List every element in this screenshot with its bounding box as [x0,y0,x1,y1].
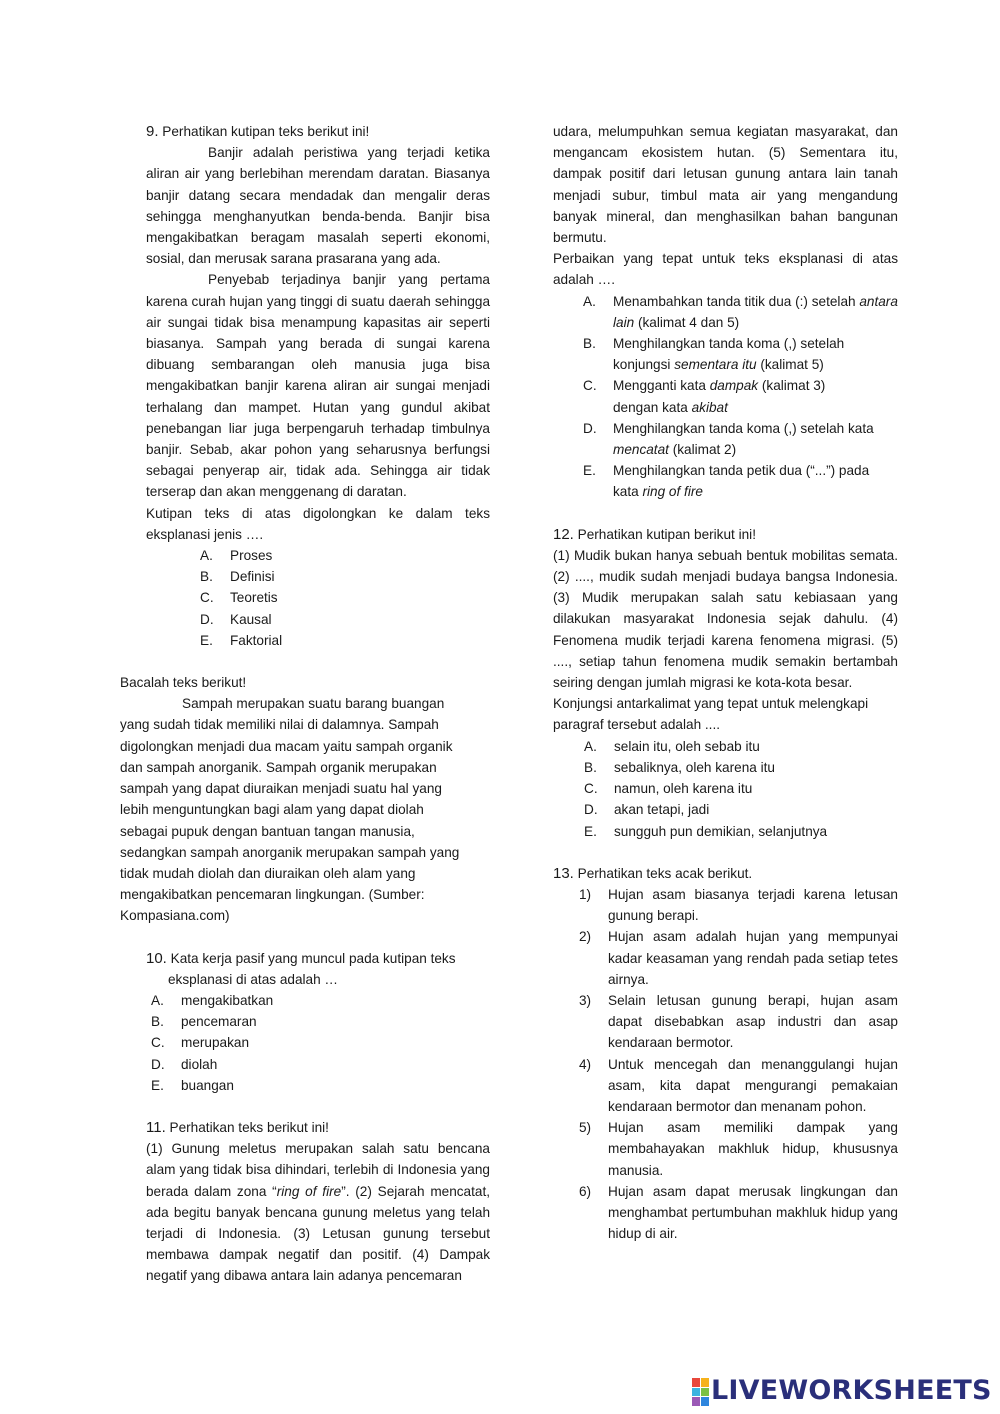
answer-options [120,990,490,1096]
question-10 [120,948,490,1096]
option-letter: B. [584,759,597,775]
item-number: 4) [579,1056,592,1072]
spacer [120,927,490,948]
option-text [613,291,898,333]
option-letter: A. [584,738,597,754]
question-11-text [120,1138,490,1286]
option-text [613,460,898,502]
question-12-header [553,524,898,545]
option-letter: E. [151,1077,164,1093]
logo-mark-cell [692,1388,700,1396]
question-text: Konjungsi antarkalimat yang tepat untuk melengkapi paragraf tersebut adalah .... [553,696,869,733]
list-item [579,990,898,1054]
option-text-part: (kalimat 5) [756,357,824,373]
list-item [579,926,898,990]
option-text-part: Menambahkan tanda titik dua (:) setelah [613,293,860,309]
option-letter: A. [151,992,164,1008]
list-item [579,1054,898,1118]
answer-option[interactable] [583,333,898,375]
question-number: 9. [146,123,159,140]
option-letter: D. [584,802,598,818]
option-text [613,333,898,375]
answer-options [553,291,898,503]
answer-option[interactable] [583,460,898,502]
question-11 [120,1117,490,1287]
liveworksheets-logo[interactable] [692,1376,992,1406]
option-text: diolah [181,1056,218,1072]
option-letter: A. [200,548,213,564]
question-number: 11. [146,1118,166,1136]
logo-mark-cell [692,1397,700,1406]
logo-mark-cell [701,1397,709,1406]
option-text [613,418,898,460]
option-letter: A. [583,293,596,309]
option-text: Proses [230,548,273,564]
option-letter: B. [200,569,213,585]
option-text: Kausal [230,611,272,627]
option-text-italic: mencatat [613,442,669,458]
answer-option[interactable] [151,1032,490,1053]
spacer [120,1096,490,1117]
option-letter: B. [583,336,596,352]
answer-option[interactable] [200,566,490,587]
option-text: merupakan [181,1035,250,1051]
option-letter: E. [583,463,596,479]
option-text: Faktorial [230,632,283,648]
logo-text: LIVEWORKSHEETS [711,1375,992,1406]
answer-option[interactable] [584,821,898,842]
question-prompt: Perhatikan kutipan teks berikut ini! [162,124,370,139]
option-text-part: Menghilangkan tanda koma (,) setelah kata [613,420,874,436]
option-text-part: (kalimat 3) [758,378,826,394]
option-letter: D. [583,420,597,436]
option-letter: E. [200,632,213,648]
option-text: pencemaran [181,1014,257,1030]
item-number: 6) [579,1183,592,1199]
option-text: mengakibatkan [181,992,274,1008]
option-letter: D. [200,611,214,627]
question-9-header [146,121,490,142]
question-12 [553,524,898,842]
option-text: Teoretis [230,590,278,606]
answer-option[interactable] [583,375,898,417]
item-text: Hujan asam biasanya terjadi karena letusan gunung berapi. [608,886,898,924]
spacer [120,651,490,672]
option-text-part: Menghilangkan tanda petik dua (“...”) pada kata [613,463,870,500]
option-text-part: dengan kata [613,399,692,415]
option-letter: D. [151,1056,165,1072]
answer-option[interactable] [583,418,898,460]
sentence-list [553,884,898,1244]
option-text-part: Mengganti kata [613,378,710,394]
answer-option[interactable] [584,736,898,757]
option-text: selain itu, oleh sebab itu [614,738,760,754]
question-10-header [120,948,490,990]
answer-option[interactable] [200,587,490,608]
question-9 [120,121,490,651]
option-text: Definisi [230,569,275,585]
option-text-part: (kalimat 2) [668,442,737,458]
question-number: 10. [146,949,167,967]
answer-option[interactable] [151,1054,490,1075]
answer-option[interactable] [200,609,490,630]
question-prompt: Kata kerja pasif yang muncul pada kutipan teks [170,950,456,966]
item-number: 3) [579,992,592,1008]
list-item [579,1181,898,1245]
spacer [553,842,898,863]
answer-option[interactable] [584,799,898,820]
passage-paragraph: Banjir adalah peristiwa yang terjadi ketika aliran air yang berlebihan merendam daratan. Biasanya banjir datang secara mendadak dan mengalir deras sehingga menghanyutkan benda-benda. Banjir bisa mengakibatkan beragam masalah seperti ekonomi, sosial, dan merusak sarana prasarana yang ada. [146,145,490,267]
option-text: sebaliknya, oleh karena itu [614,759,775,775]
spacer [553,503,898,524]
option-text: namun, oleh karena itu [614,781,753,797]
answer-option[interactable] [584,778,898,799]
answer-option[interactable] [200,630,490,651]
option-text-italic: ring of fire [642,484,703,500]
question-11-header [120,1117,490,1138]
list-item [579,884,898,926]
reading-title: Bacalah teks berikut! [120,675,247,691]
question-13 [553,863,898,1245]
item-number: 1) [579,886,592,902]
answer-option[interactable] [584,757,898,778]
answer-options [146,545,490,651]
logo-mark-cell [701,1378,709,1387]
question-number: 13. [553,864,574,882]
item-text: Hujan asam adalah hujan yang mempunyai kadar keasaman yang rendah pada setiap tetes airnya. [608,929,898,987]
passage-italic: ring of fire [276,1183,342,1199]
passage-text: (1) Gunung meletus merupakan salah satu bencana alam yang tidak bisa dihindari, terlebih di Indonesia yang berada dalam zona “ [146,1141,490,1199]
option-text-part: Menghilangkan tanda koma (,) setelah konjungsi [613,336,845,373]
passage-paragraph: Penyebab terjadinya banjir yang pertama karena curah hujan yang tinggi di suatu daerah sehingga air sungai tidak bisa menampung kapasitas air seperti biasanya. Sampah yang berada di sungai karena dibuang sembarangan oleh manusia juga bisa mengakibatkan banjir karena aliran air sungai menjadi terhalang dan mampet. Hutan yang gundul akibat penebangan liar juga berpengaruh terhadap timbulnya banjir. Sebab, akar pohon yang seharusnya berfungsi sebagai penyerap air, tidak ada. Sehingga air tidak terserap dan akan menggenang di daratan. [146,272,490,500]
reading-text: Sampah merupakan suatu barang buangan yang sudah tidak memiliki nilai di dalamnya. Sampah digolongkan menjadi dua macam yaitu sampah organik dan sampah anorganik. Sampah organik merupakan sampah yang dapat diuraikan menjadi suatu hal yang lebih menguntungkan bagi alam yang dapat diolah sebagai pupuk dengan bantuan tangan manusia, sedangkan sampah anorganik merupakan sampah yang tidak mudah diolah dan diuraikan oleh alam yang mengakibatkan pencemaran lingkungan. (Sumber: Kompasiana.com) [120,696,460,924]
question-prompt: Perhatikan teks acak berikut. [577,865,753,881]
question-text: Kutipan teks di atas digolongkan ke dalam teks eksplanasi jenis …. [146,505,490,542]
answer-option[interactable] [151,1075,490,1096]
left-column [120,121,490,1287]
right-column [553,121,898,1244]
passage-text: (1) Mudik bukan hanya sebuah bentuk mobilitas semata. (2) ...., mudik sudah menjadi budaya bangsa Indonesia. (3) Mudik merupakan salah satu kebiasaan yang dilakukan masyarakat Indonesia sejak dahulu. (4) Fenomena mudik terjadi karena fenomena migrasi. (5) ...., setiap tahun fenomena mudik semakin bertambah seiring dengan jumlah migrasi ke kota-kota besar. [553,547,898,691]
question-13-header [553,863,898,884]
option-text: akan tetapi, jadi [614,802,710,818]
question-prompt-continued: eksplanasi di atas adalah … [168,971,339,987]
list-item [579,1117,898,1181]
answer-option[interactable] [151,1011,490,1032]
item-text: Selain letusan gunung berapi, hujan asam dapat disebabkan asap industri dan asap kendaraan bermotor. [608,992,898,1051]
answer-options [553,736,898,842]
reading-passage [120,672,465,926]
item-text: Hujan asam memiliki dampak yang membahayakan makhluk hidup, khususnya manusia. [608,1120,898,1178]
option-text-italic: dampak [709,378,759,394]
item-text: Hujan asam dapat merusak lingkungan dan menghambat pertumbuhan makhluk hidup yang hidup di air. [608,1183,898,1242]
option-text-italic: sementara itu [674,357,757,373]
answer-option[interactable] [200,545,490,566]
option-letter: E. [584,823,597,839]
passage-text: ”. (2) Sejarah mencatat, ada begitu banyak bencana gunung meletus yang telah terjadi di Indonesia. (3) Letusan gunung tersebut membawa dampak negatif dan positif. (4) Dampak negatif yang dibawa antara lain adanya pencemaran [146,1183,491,1284]
item-number: 5) [579,1120,592,1136]
logo-mark-icon [692,1378,708,1404]
answer-option[interactable] [151,990,490,1011]
option-text: sungguh pun demikian, selanjutnya [614,823,828,839]
question-prompt: Perhatikan kutipan berikut ini! [577,526,756,542]
option-text-italic: akibat [691,399,728,415]
option-text [613,375,825,417]
question-prompt: Perhatikan teks berikut ini! [169,1119,329,1135]
option-letter: C. [200,590,214,606]
option-letter: C. [151,1035,165,1051]
item-text: Untuk mencegah dan menanggulangi hujan asam, kita dapat mengurangi pemakaian kendaraan bermotor dan menanam pohon. [608,1056,898,1114]
question-number: 12. [553,525,574,543]
answer-option[interactable] [583,291,898,333]
option-text-part: (kalimat 4 dan 5) [634,314,740,330]
option-text: buangan [181,1077,234,1093]
logo-mark-cell [701,1388,709,1396]
question-text: Perbaikan yang tepat untuk teks eksplanasi di atas adalah …. [553,251,898,288]
option-letter: B. [151,1014,164,1030]
item-number: 2) [579,929,592,945]
question-11-text-continued: udara, melumpuhkan semua kegiatan masyarakat, dan mengancam ekosistem hutan. (5) Sementara itu, dampak positif dari letusan gunung antara lain tanah menjadi subur, timbul mata air yang mengandung banyak mineral, dan menghasilkan bahan bangunan bermutu. [553,124,898,246]
logo-mark-cell [692,1378,700,1387]
option-text-italic: antara lain [613,293,898,330]
option-letter: C. [584,781,598,797]
option-letter: C. [583,378,597,394]
